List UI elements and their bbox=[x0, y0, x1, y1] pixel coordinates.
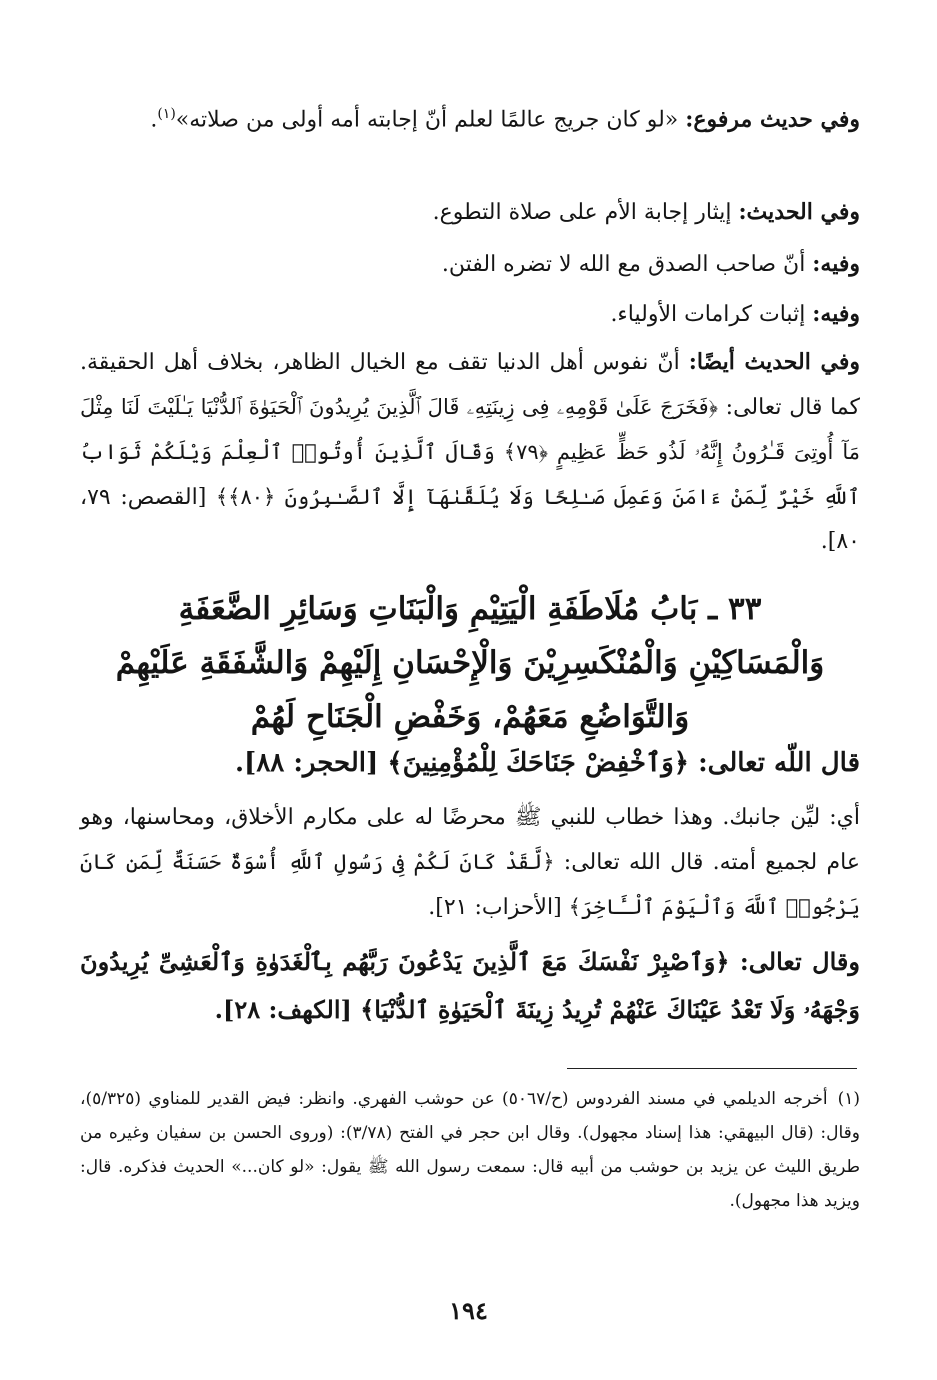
paragraph-benefit-1 bbox=[80, 190, 915, 235]
paragraph-lead: وفيه: bbox=[812, 301, 860, 327]
paragraph-marfu-hadith bbox=[80, 92, 860, 142]
footnote-text: أخرجه الديلمي في مسند الفردوس (ح/٥٠٦٧) عن حوشب الفهري. وانظر: فيض القدير للمناوي (٥/٣٢٥)، وقال: (قال البيهقي: هذا إسناد مجهول). وقال ابن حجر في الفتح (٣/٧٨): (وروى الحسن بن سفيان وغيره من طريق الليث عن يزيد بن حوشب من أبيه قال: سمعت رسول الله ﷺ يقول: «لو كان...» الحديث فذكره. قال: ويزيد هذا مجهول). bbox=[80, 1089, 860, 1211]
footnote bbox=[80, 1082, 860, 1218]
paragraph-lead: وفي حديث مرفوع: bbox=[685, 106, 860, 133]
chapter-title-line: ٣٣ ـ بَابُ مُلَاطَفَةِ الْيَتِيْمِ وَالْبَنَاتِ وَسَائِرِ الضَّعَفَةِ bbox=[178, 591, 762, 627]
chapter-title bbox=[80, 582, 860, 744]
quran-verse: ﴿فَخَرَجَ عَلَىٰ قَوْمِهِۦ فِى زِينَتِهِۦ قَالَ ٱلَّذِينَ يُرِيدُونَ ٱلْحَيَوٰةَ ٱلدُّنْيَا يَـٰلَيْتَ لَنَا مِثْلَ مَآ أُوتِىَ قَـٰرُونُ إِنَّهُۥ لَذُو حَظٍّ عَظِيمٍ ﴿٧٩﴾ وَقَالَ ٱلَّذِينَ أُوتُوا۟ ٱلْعِلْمَ وَيْلَكُمْ ثَوَابُ ٱللَّهِ خَيْرٌ لِّمَنْ ءَامَنَ وَعَمِلَ صَـٰلِحًا وَلَا يُلَقَّىٰهَآ إِلَّا ٱلصَّـٰبِرُونَ ﴿٨٠﴾﴾ bbox=[80, 395, 860, 509]
quran-verse: ﴿وَٱخْفِضْ جَنَاحَكَ لِلْمُؤْمِنِينَ﴾ bbox=[387, 748, 690, 778]
paragraph-benefit-2 bbox=[80, 242, 915, 287]
paragraph-lead: وفي الحديث أيضًا: bbox=[688, 349, 860, 375]
verse-lead: وقال تعالى: bbox=[729, 947, 860, 976]
paragraph-benefit-4 bbox=[80, 340, 915, 564]
paragraph-lead: وفي الحديث: bbox=[738, 199, 860, 225]
paragraph-lead: وفيه: bbox=[812, 251, 860, 277]
footnote-reference[interactable]: (١) bbox=[157, 106, 176, 122]
verse-heading bbox=[80, 740, 860, 786]
paragraph-benefit-3 bbox=[80, 292, 915, 337]
paragraph-text: إيثار إجابة الأم على صلاة التطوع. bbox=[432, 200, 739, 225]
verse-reference: [الحجر: ٨٨]. bbox=[234, 748, 388, 778]
paragraph-text: أنّ صاحب الصدق مع الله لا تضره الفتن. bbox=[441, 252, 813, 277]
verse-reference: [القصص: ٧٩، ٨٠]. bbox=[80, 485, 860, 554]
paragraph-tail: . bbox=[150, 107, 158, 133]
paragraph-explanation bbox=[80, 796, 915, 930]
page-number: ١٩٤ bbox=[449, 1296, 488, 1325]
paragraph-text: أي: ليِّن جانبك. وهذا خطاب للنبي ﷺ محرضًا له على مكارم الأخلاق، ومحاسنها، وهو عام لجميع أمته. قال الله تعالى: bbox=[80, 805, 860, 875]
chapter-title-line: وَالتَّوَاضُعِ مَعَهُمْ، وَخَفْضِ الْجَنَاحِ لَهُمْ bbox=[250, 699, 690, 735]
paragraph-text: «لو كان جريج عالمًا لعلم أنّ إجابته أمه أولى من صلاته» bbox=[175, 107, 686, 133]
verse-reference: [الأحزاب: ٢١]. bbox=[428, 895, 569, 920]
verse-heading-lead: قال اللّه تعالى: bbox=[689, 748, 860, 778]
paragraph-verse-kahf bbox=[80, 938, 915, 1034]
verse-reference: [الكهف: ٢٨]. bbox=[214, 995, 361, 1024]
quran-verse: ﴿وَٱصْبِرْ نَفْسَكَ مَعَ ٱلَّذِينَ يَدْعُونَ رَبَّهُم بِٱلْغَدَوٰةِ وَٱلْعَشِىِّ يُرِيدُونَ وَجْهَهُۥ وَلَا تَعْدُ عَيْنَاكَ عَنْهُمْ تُرِيدُ زِينَةَ ٱلْحَيَوٰةِ ٱلدُّنْيَا﴾ bbox=[80, 947, 860, 1024]
chapter-title-line: وَالْمَسَاكِيْنِ وَالْمُنْكَسِرِيْنَ وَالْإِحْسَانِ إِلَيْهِمْ وَالشَّفَقَةِ عَلَيْهِمْ bbox=[115, 645, 825, 681]
paragraph-text: إثبات كرامات الأولياء. bbox=[610, 302, 813, 327]
quran-verse: ﴿لَّقَدْ كَانَ لَكُمْ فِى رَسُولِ ٱللَّهِ أُسْوَةٌ حَسَنَةٌ لِّمَن كَانَ يَرْجُوا۟ ٱللَّهَ وَٱلْيَوْمَ ٱلْـَٔاخِرَ﴾ bbox=[80, 850, 860, 919]
paragraph-text: أنّ نفوس أهل الدنيا تقف مع الخيال الظاهر، بخلاف أهل الحقيقة. كما قال تعالى: bbox=[80, 350, 860, 420]
footnote-number: (١) bbox=[837, 1089, 860, 1109]
footnote-divider bbox=[567, 1068, 857, 1069]
